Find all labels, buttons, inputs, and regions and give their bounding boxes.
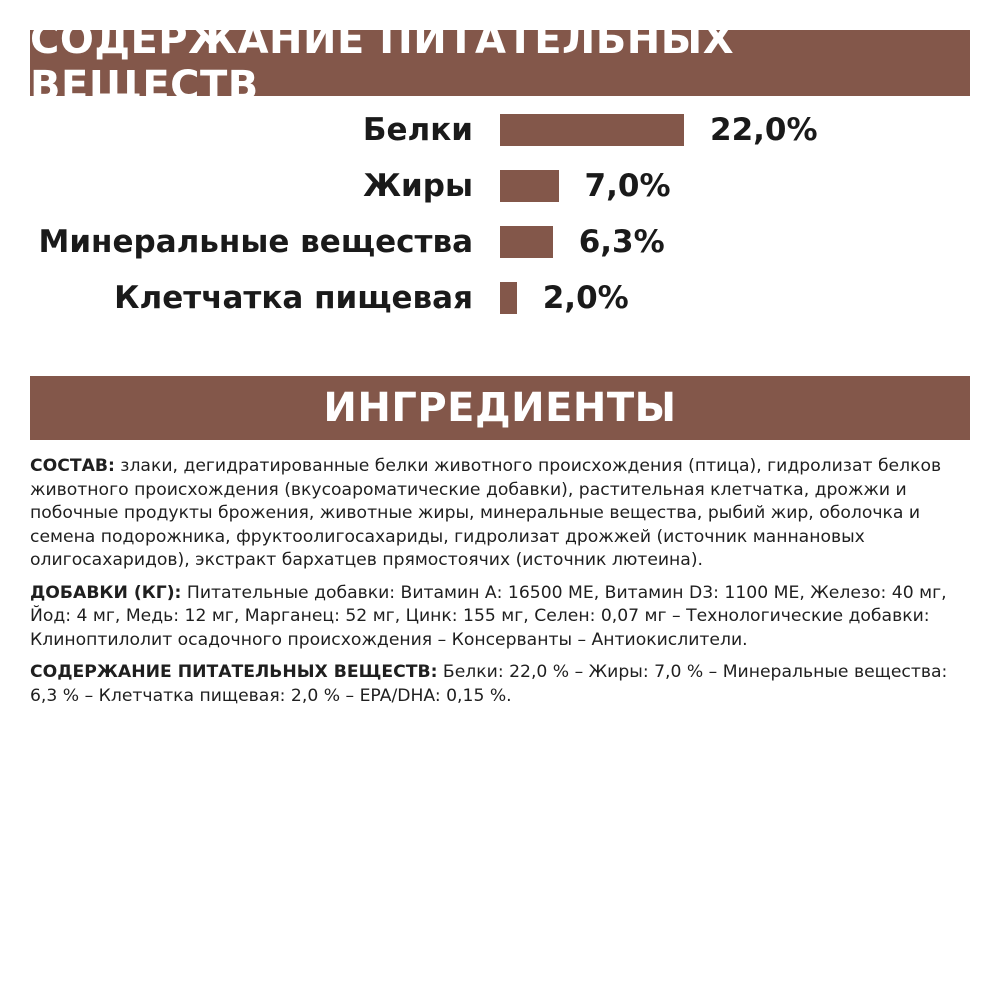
category-label: Белки <box>362 112 473 148</box>
bar <box>500 170 559 202</box>
composition-text: злаки, дегидратированные белки животного происхождения (птица), гидролизат белков животного происхождения (вкусоароматические добавки), растительная клетчатка, дрожжи и побочные продукты брожения, животные жиры, минеральные вещества, рыбий жир, оболочка и семена подорожника, фруктоолигосахариды, гидролизат дрожжей (источник маннановых олигосахаридов), экстракт бархатцев прямостоячих (источник лютеина). <box>30 456 942 570</box>
additives-key: ДОБАВКИ (КГ): <box>30 582 182 603</box>
bar <box>500 226 553 258</box>
category-label: Клетчатка пищевая <box>114 280 473 316</box>
bar <box>500 114 684 146</box>
chart-row <box>0 222 1000 262</box>
nutrients-key: СОДЕРЖАНИЕ ПИТАТЕЛЬНЫХ ВЕЩЕСТВ: <box>30 662 438 682</box>
chart-row <box>0 110 1000 150</box>
nutrients-text: Белки: 22,0 % – Жиры: 7,0 % – Минеральные вещества: 6,3 % – Клетчатка пищевая: 2,0 % – EPA/DHA: 0,15 %. <box>30 662 948 706</box>
composition-paragraph <box>30 455 975 573</box>
value-label: 2,0% <box>542 280 629 316</box>
value-label: 22,0% <box>710 112 818 148</box>
additives-paragraph <box>30 582 975 653</box>
nutrients-paragraph <box>30 661 975 708</box>
nutrients-header: СОДЕРЖАНИЕ ПИТАТЕЛЬНЫХ ВЕЩЕСТВ <box>30 30 970 96</box>
chart-row <box>0 278 1000 318</box>
chart-row <box>0 166 1000 206</box>
additives-text: Питательные добавки: Витамин А: 16500 МЕ, Витамин D3: 1100 МЕ, Железо: 40 мг, Йод: 4 мг, Медь: 12 мг, Марганец: 52 мг, Цинк: 155 мг, Селен: 0,07 мг – Технологические добавки: Клиноптилолит осадочного происхождения – Консерванты – Антиокислители. <box>30 582 947 650</box>
bar <box>500 282 517 314</box>
value-label: 6,3% <box>578 224 665 260</box>
ingredients-section <box>30 455 975 717</box>
category-label: Минеральные вещества <box>38 224 473 260</box>
composition-key: СОСТАВ: <box>30 456 115 476</box>
nutrients-bar-chart <box>0 110 1000 350</box>
value-label: 7,0% <box>584 168 671 204</box>
category-label: Жиры <box>363 168 473 204</box>
ingredients-header: ИНГРЕДИЕНТЫ <box>30 376 970 440</box>
